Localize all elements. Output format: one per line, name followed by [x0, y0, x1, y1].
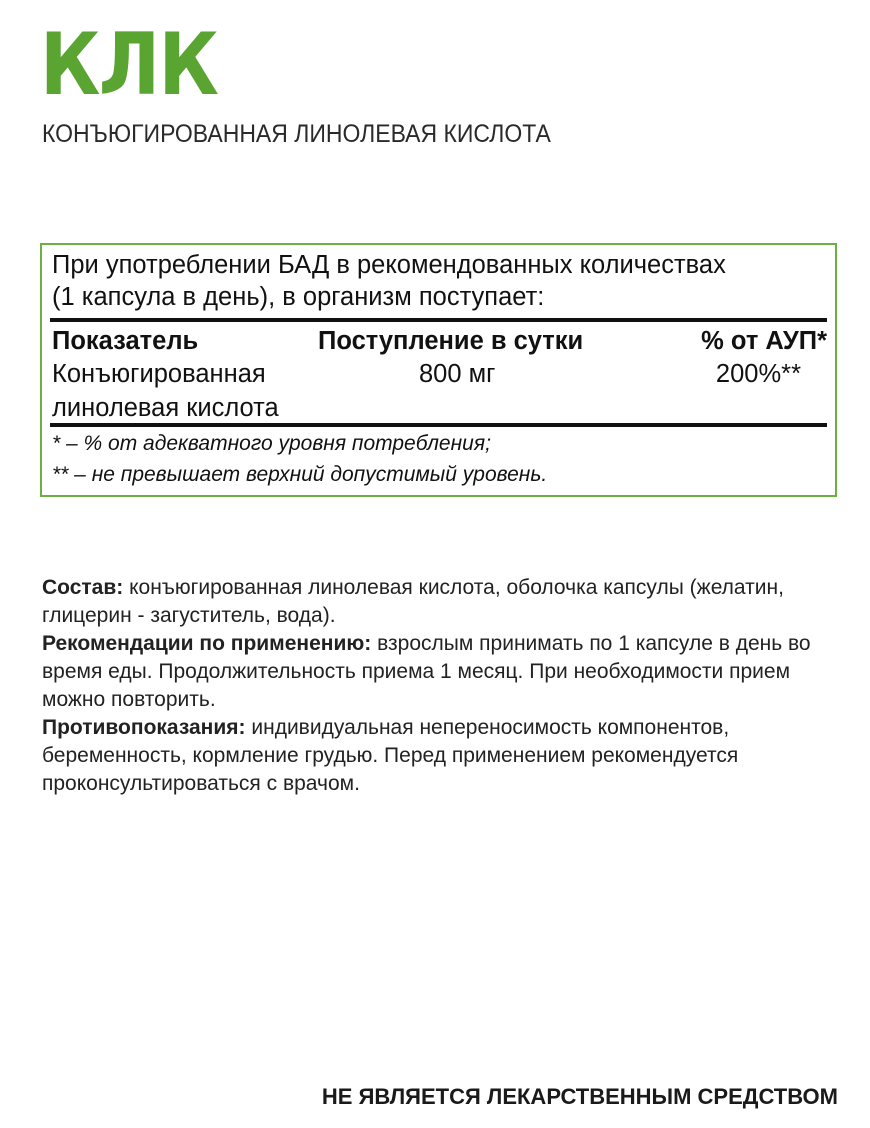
- product-subtitle: КОНЪЮГИРОВАННАЯ ЛИНОЛЕВАЯ КИСЛОТА: [42, 120, 551, 148]
- column-header-percent: % от АУП*: [701, 327, 827, 355]
- panel-intro: [52, 249, 832, 313]
- row-daily-amount: 800 мг: [419, 360, 496, 388]
- composition-paragraph: [42, 574, 842, 630]
- panel-intro-line-1: При употреблении БАД в рекомендованных количествах: [52, 251, 726, 279]
- table-bottom-rule: [50, 423, 827, 427]
- product-title: КЛК: [40, 15, 218, 115]
- contraindications-paragraph: [42, 714, 842, 798]
- nutrition-panel: [40, 243, 837, 497]
- row-indicator-name: [52, 357, 332, 425]
- usage-label: Рекомендации по применению:: [42, 632, 372, 655]
- contraindications-label: Противопоказания:: [42, 716, 246, 739]
- usage-text: взрослым принимать по 1 капсуле в день во время еды. Продолжительность приема 1 месяц. При необходимости прием можно повторить.: [42, 632, 811, 711]
- product-info: [42, 574, 842, 798]
- table-top-rule: [50, 318, 827, 322]
- composition-text: конъюгированная линолевая кислота, оболочка капсулы (желатин, глицерин - загуститель, вода).: [42, 576, 784, 627]
- footnote-1: * – % от адекватного уровня потребления;: [52, 432, 491, 455]
- column-header-indicator: Показатель: [52, 327, 199, 355]
- contraindications-text: индивидуальная непереносимость компонентов, беременность, кормление грудью. Перед применением рекомендуется проконсультироваться с врачом.: [42, 716, 739, 795]
- not-a-medicine-disclaimer: НЕ ЯВЛЯЕТСЯ ЛЕКАРСТВЕННЫМ СРЕДСТВОМ: [321, 1084, 838, 1109]
- row-indicator-name-line-2: линолевая кислота: [52, 394, 279, 422]
- row-indicator-name-line-1: Конъюгированная: [52, 360, 266, 388]
- footnote-2: ** – не превышает верхний допустимый уровень.: [52, 463, 548, 486]
- row-percent: 200%**: [715, 360, 801, 388]
- panel-intro-line-2: (1 капсула в день), в организм поступает:: [52, 283, 545, 311]
- column-header-daily-intake: Поступление в сутки: [318, 327, 584, 355]
- composition-label: Состав:: [42, 576, 124, 599]
- usage-paragraph: [42, 630, 842, 714]
